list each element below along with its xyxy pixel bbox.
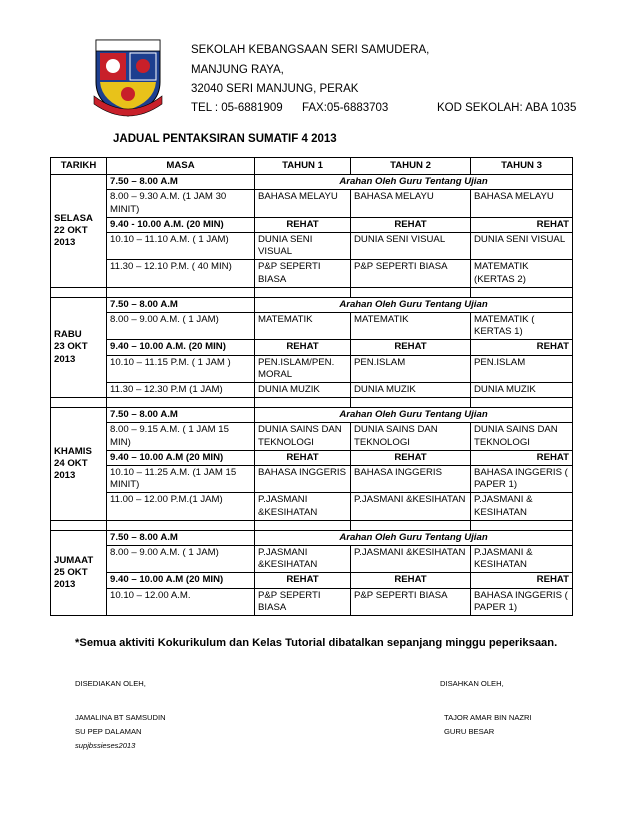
date-line: 2013 <box>54 470 76 482</box>
table-row <box>51 313 573 340</box>
spacer-cell <box>471 287 573 297</box>
table-row <box>51 340 573 355</box>
time-cell: 8.00 – 9.00 A.M. ( 1 JAM) <box>107 546 255 573</box>
spacer-cell <box>471 398 573 408</box>
tahun-3-cell: P.JASMANI & KESIHATAN <box>471 493 573 520</box>
tahun-2-cell: BAHASA MELAYU <box>351 190 471 217</box>
tahun-1-cell: DUNIA SAINS DAN TEKNOLOGI <box>255 423 351 450</box>
tahun-2-cell: P&P SEPERTI BIASA <box>351 260 471 287</box>
school-logo <box>92 36 164 118</box>
school-address-1: MANJUNG RAYA, <box>191 64 284 76</box>
document-title: JADUAL PENTAKSIRAN SUMATIF 4 2013 <box>113 133 337 145</box>
tahun-2-cell: P.JASMANI &KESIHATAN <box>351 493 471 520</box>
tahun-2-cell: REHAT <box>351 340 471 355</box>
spacer-cell <box>255 398 351 408</box>
approved-by-role: GURU BESAR <box>444 727 495 736</box>
spacer-cell <box>351 287 471 297</box>
header-tahun-2: TAHUN 2 <box>351 158 471 175</box>
arahan-cell: Arahan Oleh Guru Tentang Ujian <box>255 408 573 423</box>
table-row <box>51 423 573 450</box>
time-cell: 10.10 – 11.10 A.M. ( 1 JAM) <box>107 233 255 260</box>
spacer-cell <box>351 398 471 408</box>
date-line: SELASA <box>54 212 93 224</box>
date-line: KHAMIS <box>54 445 92 457</box>
tahun-2-cell: BAHASA INGGERIS <box>351 466 471 493</box>
time-cell: 10.10 – 12.00 A.M. <box>107 588 255 615</box>
exam-schedule-table <box>50 157 573 616</box>
table-row <box>51 233 573 260</box>
table-row <box>51 408 573 423</box>
tahun-1-cell: REHAT <box>255 573 351 588</box>
tahun-3-cell: BAHASA INGGERIS ( PAPER 1) <box>471 466 573 493</box>
school-tel: TEL : 05-6881909 <box>191 102 283 114</box>
school-name: SEKOLAH KEBANGSAAN SERI SAMUDERA, <box>191 44 430 56</box>
date-cell <box>51 297 107 397</box>
tahun-2-cell: P&P SEPERTI BIASA <box>351 588 471 615</box>
tahun-1-cell: BAHASA MELAYU <box>255 190 351 217</box>
tahun-3-cell: PEN.ISLAM <box>471 355 573 382</box>
table-row <box>51 175 573 190</box>
date-cell <box>51 175 107 288</box>
time-cell: 10.10 – 11.15 P.M. ( 1 JAM ) <box>107 355 255 382</box>
tahun-2-cell: PEN.ISLAM <box>351 355 471 382</box>
date-line: RABU <box>54 329 82 341</box>
date-line: 2013 <box>54 579 76 591</box>
date-line: JUMAAT <box>54 554 94 566</box>
tahun-2-cell: DUNIA MUZIK <box>351 383 471 398</box>
table-row <box>51 260 573 287</box>
tahun-1-cell: REHAT <box>255 450 351 465</box>
header-masa: MASA <box>107 158 255 175</box>
tahun-1-cell: P.JASMANI &KESIHATAN <box>255 546 351 573</box>
table-row <box>51 493 573 520</box>
table-row <box>51 383 573 398</box>
table-row <box>51 450 573 465</box>
date-line: 23 OKT <box>54 341 88 353</box>
spacer-cell <box>351 520 471 530</box>
spacer-row <box>51 520 573 530</box>
school-code: KOD SEKOLAH: ABA 1035 <box>437 102 577 114</box>
tahun-3-cell: MATEMATIK (KERTAS 2) <box>471 260 573 287</box>
spacer-cell <box>107 398 255 408</box>
time-cell: 9.40 – 10.00 A.M (20 MIN) <box>107 450 255 465</box>
tahun-1-cell: P&P SEPERTI BIASA <box>255 588 351 615</box>
time-cell: 7.50 – 8.00 A.M <box>107 530 255 545</box>
table-header-row <box>51 158 573 175</box>
tahun-1-cell: REHAT <box>255 340 351 355</box>
spacer-cell <box>471 520 573 530</box>
tahun-3-cell: DUNIA MUZIK <box>471 383 573 398</box>
header-tahun-3: TAHUN 3 <box>471 158 573 175</box>
time-cell: 10.10 – 11.25 A.M. (1 JAM 15 MINIT) <box>107 466 255 493</box>
school-address-2: 32040 SERI MANJUNG, PERAK <box>191 83 359 95</box>
tahun-3-cell: REHAT <box>471 573 573 588</box>
header-tarikh: TARIKH <box>51 158 107 175</box>
date-line: 2013 <box>54 353 76 365</box>
time-cell: 11.30 – 12.10 P.M. ( 40 MIN) <box>107 260 255 287</box>
time-cell: 11.30 – 12.30 P.M (1 JAM) <box>107 383 255 398</box>
tahun-2-cell: P.JASMANI &KESIHATAN <box>351 546 471 573</box>
tahun-1-cell: P&P SEPERTI BIASA <box>255 260 351 287</box>
time-cell: 7.50 – 8.00 A.M <box>107 297 255 312</box>
table-row <box>51 355 573 382</box>
time-cell: 9.40 – 10.00 A.M (20 MIN) <box>107 573 255 588</box>
table-row <box>51 588 573 615</box>
tahun-1-cell: REHAT <box>255 217 351 232</box>
tahun-3-cell: DUNIA SENI VISUAL <box>471 233 573 260</box>
prepared-by-role: SU PEP DALAMAN <box>75 727 142 736</box>
table-row <box>51 546 573 573</box>
header-tahun-1: TAHUN 1 <box>255 158 351 175</box>
tahun-2-cell: REHAT <box>351 573 471 588</box>
time-cell: 9.40 – 10.00 A.M. (20 MIN) <box>107 340 255 355</box>
tahun-3-cell: REHAT <box>471 450 573 465</box>
time-cell: 7.50 – 8.00 A.M <box>107 408 255 423</box>
table-row <box>51 573 573 588</box>
time-cell: 8.00 – 9.15 A.M. ( 1 JAM 15 MIN) <box>107 423 255 450</box>
approved-by-label: DISAHKAN OLEH, <box>440 679 504 688</box>
tahun-1-cell: DUNIA SENI VISUAL <box>255 233 351 260</box>
date-cell <box>51 530 107 615</box>
spacer-row <box>51 287 573 297</box>
note-text: *Semua aktiviti Kokurikulum dan Kelas Tutorial dibatalkan sepanjang minggu peperiksaan. <box>75 637 558 649</box>
tahun-2-cell: REHAT <box>351 450 471 465</box>
date-cell <box>51 408 107 521</box>
file-reference: supjbssieses2013 <box>75 741 136 750</box>
table-row <box>51 217 573 232</box>
tahun-2-cell: DUNIA SENI VISUAL <box>351 233 471 260</box>
arahan-cell: Arahan Oleh Guru Tentang Ujian <box>255 175 573 190</box>
spacer-cell <box>107 520 255 530</box>
tahun-2-cell: REHAT <box>351 217 471 232</box>
spacer-cell <box>51 398 107 408</box>
spacer-cell <box>255 520 351 530</box>
table-row <box>51 466 573 493</box>
tahun-3-cell: MATEMATIK ( KERTAS 1) <box>471 313 573 340</box>
spacer-row <box>51 398 573 408</box>
date-line: 24 OKT <box>54 457 88 469</box>
date-line: 22 OKT <box>54 224 88 236</box>
tahun-1-cell: MATEMATIK <box>255 313 351 340</box>
tahun-1-cell: P.JASMANI &KESIHATAN <box>255 493 351 520</box>
table-row <box>51 530 573 545</box>
approved-by-name: TAJOR AMAR BIN NAZRI <box>444 713 532 722</box>
spacer-cell <box>255 287 351 297</box>
spacer-cell <box>51 287 107 297</box>
arahan-cell: Arahan Oleh Guru Tentang Ujian <box>255 297 573 312</box>
tahun-1-cell: DUNIA MUZIK <box>255 383 351 398</box>
tahun-3-cell: REHAT <box>471 340 573 355</box>
tahun-1-cell: BAHASA INGGERIS <box>255 466 351 493</box>
prepared-by-name: JAMALINA BT SAMSUDIN <box>75 713 166 722</box>
time-cell: 7.50 – 8.00 A.M <box>107 175 255 190</box>
table-row <box>51 190 573 217</box>
tahun-3-cell: DUNIA SAINS DAN TEKNOLOGI <box>471 423 573 450</box>
tahun-3-cell: BAHASA MELAYU <box>471 190 573 217</box>
tahun-1-cell: PEN.ISLAM/PEN. MORAL <box>255 355 351 382</box>
tahun-3-cell: P.JASMANI & KESIHATAN <box>471 546 573 573</box>
time-cell: 9.40 - 10.00 A.M. (20 MIN) <box>107 217 255 232</box>
tahun-3-cell: BAHASA INGGERIS ( PAPER 1) <box>471 588 573 615</box>
spacer-cell <box>51 520 107 530</box>
time-cell: 8.00 – 9.30 A.M. (1 JAM 30 MINIT) <box>107 190 255 217</box>
date-line: 2013 <box>54 237 76 249</box>
date-line: 25 OKT <box>54 566 88 578</box>
prepared-by-label: DISEDIAKAN OLEH, <box>75 679 146 688</box>
table-row <box>51 297 573 312</box>
tahun-2-cell: DUNIA SAINS DAN TEKNOLOGI <box>351 423 471 450</box>
time-cell: 11.00 – 12.00 P.M.(1 JAM) <box>107 493 255 520</box>
tahun-2-cell: MATEMATIK <box>351 313 471 340</box>
time-cell: 8.00 – 9.00 A.M. ( 1 JAM) <box>107 313 255 340</box>
school-fax: FAX:05-6883703 <box>302 102 389 114</box>
spacer-cell <box>107 287 255 297</box>
tahun-3-cell: REHAT <box>471 217 573 232</box>
arahan-cell: Arahan Oleh Guru Tentang Ujian <box>255 530 573 545</box>
